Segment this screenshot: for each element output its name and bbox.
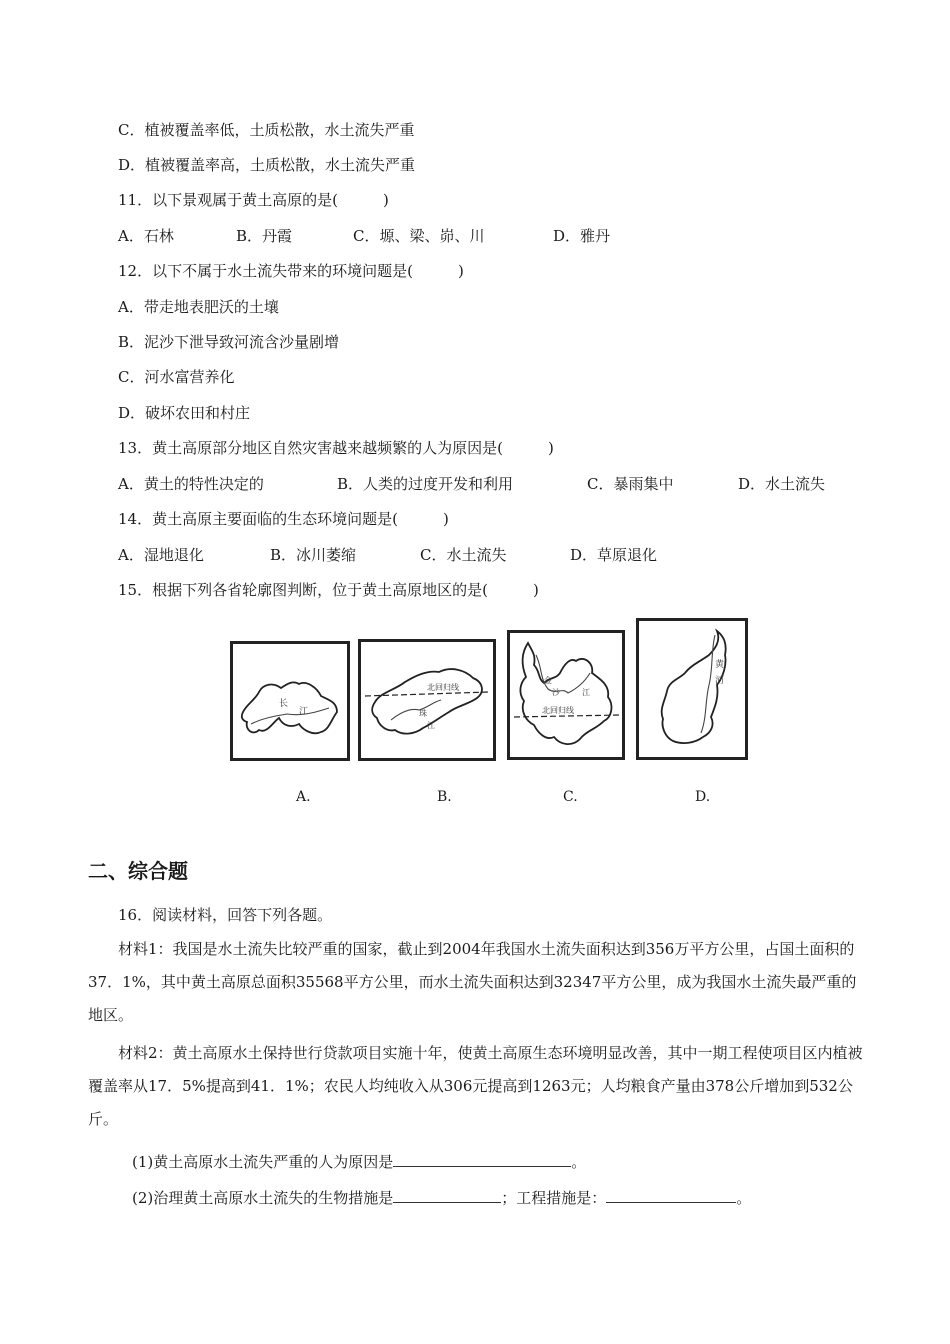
q15-stem: 15．根据下列各省轮廓图判断，位于黄土高原地区的是( ) — [118, 581, 539, 599]
q13-option-d: D．水土流失 — [738, 475, 826, 493]
province-outline-a — [233, 644, 347, 758]
q12-option-d: D．破坏农田和村庄 — [118, 404, 251, 422]
map-b-text-2: 江 — [427, 721, 435, 730]
q14-option-d: D．草原退化 — [570, 546, 658, 564]
material-1: 材料1：我国是水土流失比较严重的国家，截止到2004年我国水土流失面积达到356万平方公里，占国土面积的37．1%，其中黄土高原总面积35568平方公里，而水土流失面积达到32347平方公里，成为我国水土流失最严重的地区。 — [88, 940, 857, 1024]
q12-stem: 12．以下不属于水土流失带来的环境问题是( ) — [118, 262, 464, 280]
q13-option-b: B．人类的过度开发和利用 — [337, 475, 514, 493]
map-b-text-1: 珠 — [419, 709, 427, 718]
map-d-text-2: 河 — [715, 676, 725, 686]
map-c-text-2: 沙 — [552, 688, 560, 697]
material-2: 材料2：黄土高原水土保持世行贷款项目实施十年，使黄土高原生态环境明显改善，其中一期工程使项目区内植被覆盖率从17．5%提高到41．1%；农民人均纯收入从306元提高到1263元；人均粮食产量由378公斤增加到532公斤。 — [88, 1044, 863, 1128]
q16-sub2-suffix: 。 — [736, 1189, 752, 1207]
q11-option-a: A．石林 — [118, 227, 174, 245]
q16-sub1-prefix: (1)黄土高原水土流失严重的人为原因是 — [132, 1153, 394, 1171]
map-a-text-1: 长 — [279, 699, 289, 709]
map-label-a: A. — [296, 789, 311, 805]
q16-sub1 — [132, 1152, 586, 1172]
map-c-text-1: 金 — [544, 676, 552, 685]
q16-sub2-mid: ；工程措施是： — [501, 1189, 607, 1207]
province-map-b — [358, 639, 496, 761]
province-map-d — [636, 618, 748, 760]
province-outline-b — [361, 642, 493, 758]
q16-sub2-bio-blank[interactable] — [393, 1188, 501, 1203]
q16-sub2-prefix: (2)治理黄土高原水土流失的生物措施是 — [132, 1189, 394, 1207]
map-c-tropic-label: 北回归线 — [542, 706, 574, 715]
q14-option-b: B．冰川萎缩 — [270, 546, 357, 564]
province-outline-d — [639, 621, 745, 757]
province-map-a — [230, 641, 350, 761]
q10-option-c: C．植被覆盖率低，土质松散，水土流失严重 — [118, 121, 415, 139]
q16-sub2-eng-blank[interactable] — [606, 1188, 736, 1203]
q11-option-b: B．丹霞 — [236, 227, 293, 245]
q14-option-a: A．湿地退化 — [118, 546, 204, 564]
q16-stem: 16．阅读材料，回答下列各题。 — [118, 906, 333, 924]
q12-option-b: B．泥沙下泄导致河流含沙量剧增 — [118, 333, 340, 351]
q11-option-d: D．雅丹 — [553, 227, 611, 245]
map-a-text-2: 江 — [299, 707, 309, 717]
q13-option-a: A．黄土的特性决定的 — [118, 475, 264, 493]
q14-stem: 14．黄土高原主要面临的生态环境问题是( ) — [118, 510, 449, 528]
q16-sub1-suffix: 。 — [571, 1153, 587, 1171]
province-outline-c — [510, 633, 622, 757]
map-c-text-3: 江 — [582, 688, 590, 697]
map-label-d: D. — [695, 789, 711, 805]
q13-option-c: C．暴雨集中 — [587, 475, 674, 493]
q10-option-d: D．植被覆盖率高，土质松散，水土流失严重 — [118, 156, 416, 174]
q16-sub2 — [132, 1188, 751, 1208]
q12-option-c: C．河水富营养化 — [118, 368, 235, 386]
section-heading: 二、综合题 — [88, 859, 188, 883]
q12-option-a: A．带走地表肥沃的土壤 — [118, 298, 279, 316]
q11-option-c: C．塬、梁、峁、川 — [353, 227, 485, 245]
q13-stem: 13．黄土高原部分地区自然灾害越来越频繁的人为原因是( ) — [118, 439, 554, 457]
map-b-tropic-label: 北回归线 — [427, 683, 459, 692]
map-label-c: C. — [563, 789, 578, 805]
map-d-text-1: 黄 — [715, 660, 725, 670]
q16-sub1-blank[interactable] — [393, 1152, 571, 1167]
q11-stem: 11．以下景观属于黄土高原的是( ) — [118, 191, 389, 209]
q14-option-c: C．水土流失 — [420, 546, 507, 564]
province-map-c — [507, 630, 625, 760]
map-label-b: B. — [437, 789, 452, 805]
